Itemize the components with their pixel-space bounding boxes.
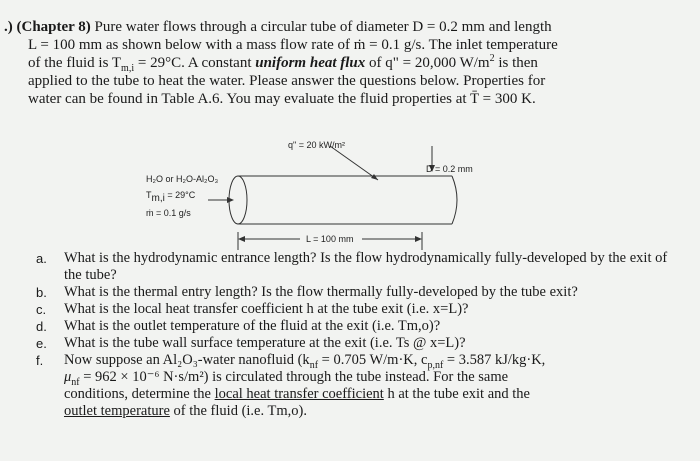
question-b: b. What is the thermal entry length? Is the flow thermally fully-developed by the tube exit? — [36, 284, 578, 300]
fluid-label: H₂O or H₂O-Al₂O₃ — [146, 174, 219, 184]
problem-line-3: of the fluid is $T_{m,i} = 29^\circ C$. A constant uniform heat flux of q" = 20,000 $W/m^2$ is then — [28, 53, 538, 74]
chapter-label: (Chapter 8) — [16, 19, 91, 35]
inlet-temp-label: $T_{m,i} = 29^\circ C$ — [146, 190, 196, 204]
problem-line-1: .) (Chapter 8) Pure water flows through a circular tube of diameter D = 0.2 mm and length — [4, 19, 552, 35]
problem-line-5: water can be found in Table A.6. You may evaluate the fluid properties at T̄ = 300 K. — [28, 91, 536, 107]
question-list — [36, 250, 676, 420]
mass-flow-label: ṁ = 0.1 g/s — [146, 208, 191, 218]
problem-number: .) — [4, 19, 13, 35]
question-c: c. What is the local heat transfer coefficient h at the tube exit (i.e. x=L)? — [36, 301, 469, 317]
diameter-label: D = 0.2 mm — [426, 164, 473, 174]
underlined-outlet-temp: outlet temperature — [64, 403, 170, 419]
question-f: f. Now suppose an Al₂O₃-water nanofluid ($k_{nf} = 0.705$ W/m·K, $c_{p,nf} = 3.587$ kJ/kg·K, $\mu_{nf} = 962 \times 10^{-6}$ N·s/m²) is circulated through the tube instead. For the same conditions, determine the local heat transfer coefficient h at the tube exit and the outlet temperature of the fluid (i.e. Tm,o). — [36, 352, 546, 419]
heat-flux-label: q" = 20 kW/m² — [288, 140, 345, 150]
problem-line-2: L = 100 mm as shown below with a mass flow rate of ṁ = 0.1 g/s. The inlet temperature — [28, 37, 558, 53]
underlined-local-htc: local heat transfer coefficient — [214, 386, 384, 402]
length-label: L = 100 mm — [306, 234, 354, 244]
question-e: e. What is the tube wall surface temperature at the exit (i.e. Ts @ x=L)? — [36, 335, 466, 351]
problem-statement — [4, 18, 674, 108]
question-a: a. What is the hydrodynamic entrance length? Is the flow hydrodynamically fully-developed by the exit of the tube? — [36, 250, 668, 283]
tube-diagram — [130, 138, 510, 250]
problem-line-4: applied to the tube to heat the water. Please answer the questions below. Properties for — [28, 73, 546, 89]
question-d: d. What is the outlet temperature of the fluid at the exit (i.e. Tm,o)? — [36, 318, 441, 334]
